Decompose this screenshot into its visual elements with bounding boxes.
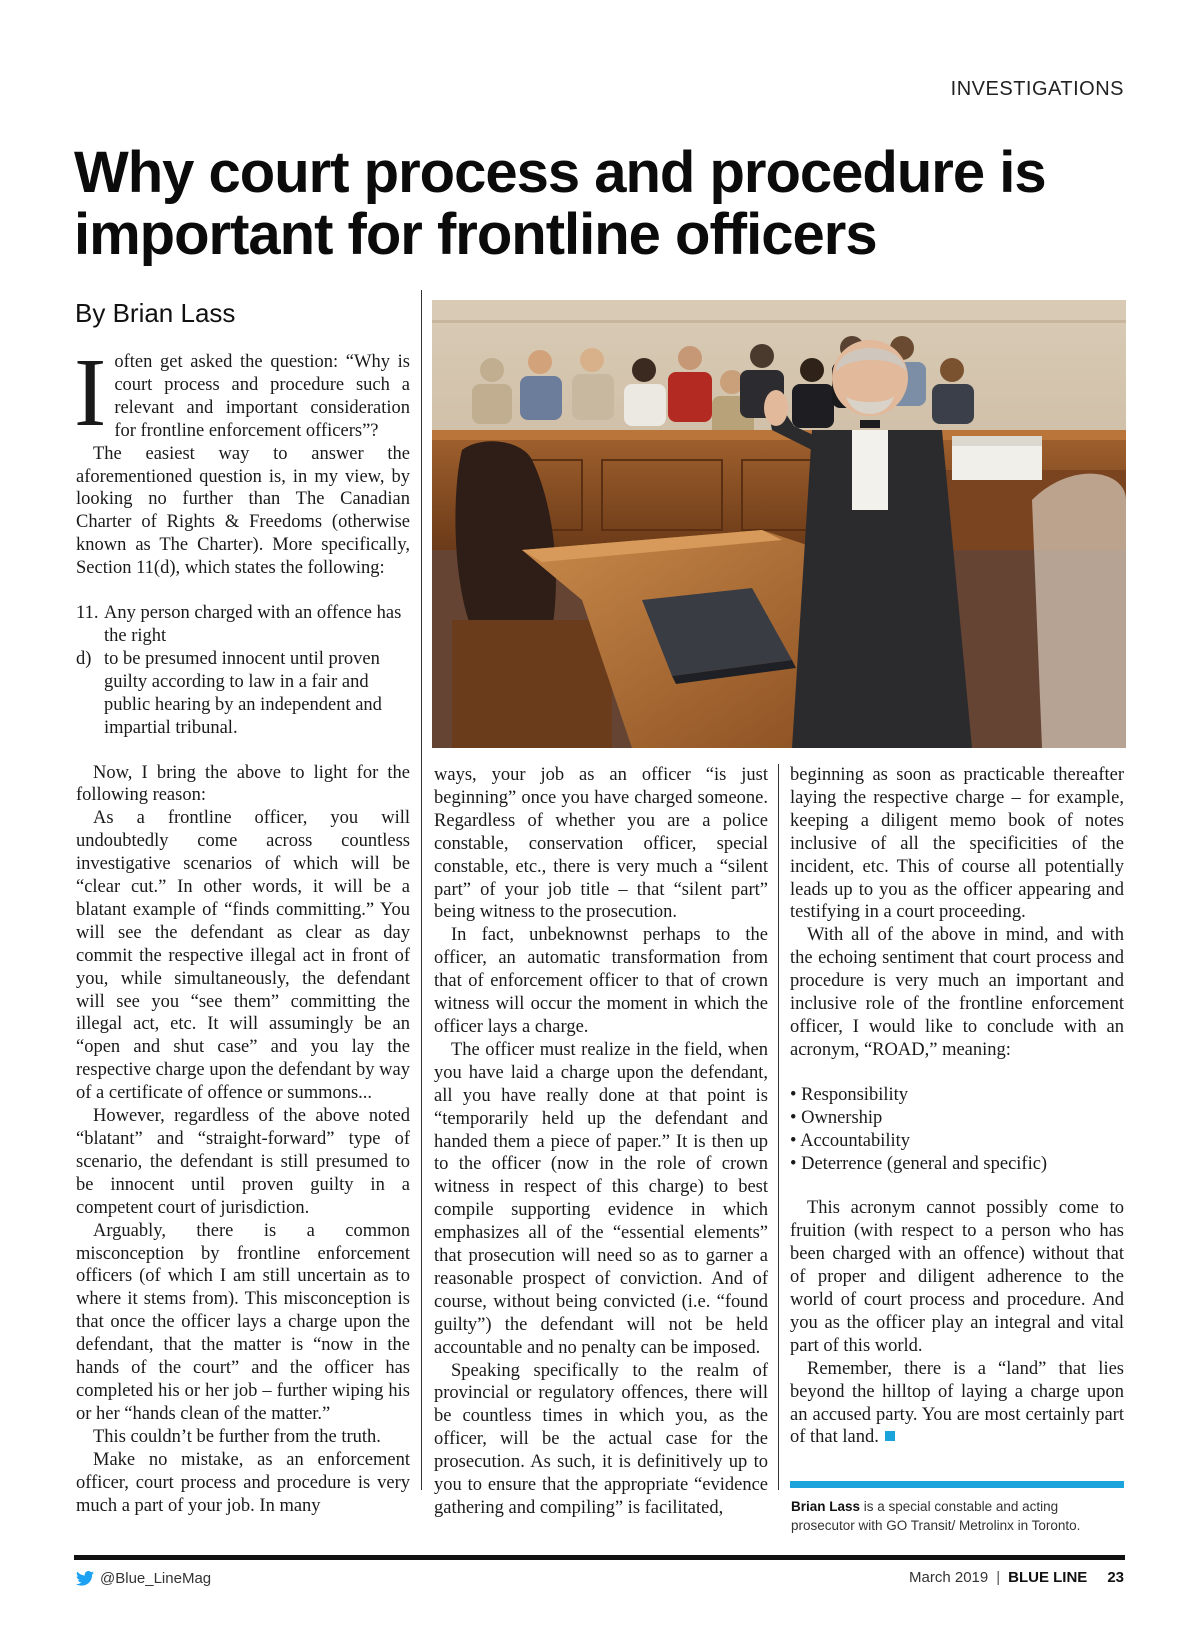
drop-cap: I [74, 339, 107, 446]
list-item: • Ownership [790, 1107, 883, 1128]
charter-marker: 11. [76, 603, 99, 624]
author-name: Brian Lass [791, 1499, 861, 1514]
column-divider [778, 764, 779, 1490]
charter-marker: d) [76, 648, 92, 669]
article-column-2 [434, 764, 768, 1520]
paragraph: In fact, unbeknownst perhaps to the officer, an automatic transformation from that of enforcement officer to that of crown witness will occur the moment in which the officer lays a charge. [434, 925, 768, 1037]
footer-folio [909, 1569, 1124, 1586]
paragraph: Speaking specifically to the realm of provincial or regulatory offences, there will be countless times in which you, as the officer, will be the actual case for the prosecution. As such, it is definitively up to you to ensure that the appropriate “evidence gathering and compiling” is facilitated, [434, 1360, 768, 1518]
paragraph-text: Remember, there is a “land” that lies beyond the hilltop of laying a charge upon an accused party. You are most certainly part of that land. [790, 1358, 1124, 1448]
footer-rule [74, 1555, 1125, 1560]
paragraph: The officer must realize in the field, when you have laid a charge upon the defendant, all you have really done at that point is “temporarily held up the defendant and handed them a piece of paper.” It is then up to the officer (now in the role of crown witness in respect of this charge) to best compile supporting evidence in which emphasizes all of the “essential elements” that prosecution will need so as to garner a reasonable prospect of conviction. And of course, without being convicted (i.e. “found guilty”) the defendant will not be held accountable and no penalty can be imposed. [434, 1039, 768, 1358]
paragraph-text: often get asked the question: “Why is court process and procedure such a relevant and important consideration for frontline enforcement officers”? [114, 352, 410, 441]
paragraph: Now, I bring the above to light for the following reason: [76, 762, 410, 806]
end-of-article-mark [885, 1431, 895, 1441]
paragraph: Make no mistake, as an enforcement officer, court process and procedure is very much a part of your job. In many [76, 1449, 410, 1516]
charter-text: Any person charged with an offence has the right [104, 603, 402, 646]
paragraph: beginning as soon as practicable thereafter laying the respective charge – for example, keeping a diligent memo book of notes inclusive of all the specificities of the incident, etc. This of course all potentially leads up to you as the officer appearing and testifying in a court proceeding. [790, 765, 1124, 923]
charter-item [76, 602, 410, 648]
twitter-bird-icon [76, 1571, 94, 1586]
paragraph: As a frontline officer, you will undoubtedly come across countless investigative scenarios of which will be “clear cut.” In other words, it will be a blatant example of “finds committing.” You will see the defendant as clear as day commit the respective illegal act in front of you, while simultaneously, the defendant will see you “see them” committing the illegal act, etc. It will assumingly be an “open and shut case” and you lay the respective charge upon the defendant by way of a certificate of offence or summons... [76, 808, 410, 1104]
issue-date: March 2019 [909, 1569, 989, 1586]
page-number: 23 [1107, 1569, 1124, 1586]
paragraph: This acronym cannot possibly come to fruition (with respect to a person who has been charged with an offence) without that of proper and diligent adherence to the world of court process and procedure. And you as the officer play an integral and vital part of this world. [790, 1198, 1124, 1356]
closing-paragraph [790, 1358, 1124, 1450]
paragraph: This couldn’t be further from the truth. [93, 1426, 381, 1447]
paragraph: ways, your job as an officer “is just beginning” once you have charged someone. Regardless of whether you are a police constable, conservation officer, special constable, etc., there is very much a “silent part” of your job title – that “silent part” being witness to the prosecution. [434, 765, 768, 923]
article-column-1 [74, 339, 410, 1517]
footer-social [76, 1570, 211, 1587]
road-acronym-list [790, 1084, 1124, 1176]
magazine-name: BLUE LINE [1008, 1569, 1088, 1586]
charter-item [76, 648, 410, 740]
list-item: • Accountability [790, 1130, 911, 1151]
list-item: • Responsibility [790, 1084, 909, 1105]
paragraph: Arguably, there is a common misconception by frontline enforcement officers (of which I am still uncertain as to where it stems from). This misconception is that once the officer lays a charge upon the defendant, that the matter is “now in the hands of the court” and the officer has completed his or her job – further wiping his or her “hands clean of the matter.” [76, 1220, 410, 1424]
charter-quote [76, 602, 410, 739]
article-headline: Why court process and procedure is important for frontline officers [74, 140, 1046, 267]
list-item: • Deterrence (general and specific) [790, 1153, 1048, 1174]
section-label: INVESTIGATIONS [950, 78, 1124, 100]
bio-text: is a special constable and acting prosecutor with GO Transit/ Metrolinx in Toronto. [791, 1499, 1081, 1533]
bio-accent-rule [790, 1481, 1124, 1488]
courtroom-illustration [432, 300, 1126, 748]
paragraph: However, regardless of the above noted “blatant” and “straight-forward” type of scenario, the defendant is still presumed to be innocent until proven guilty in a competent court of jurisdiction. [76, 1106, 410, 1218]
author-bio [791, 1497, 1125, 1535]
article-column-3 [790, 764, 1124, 1449]
column-divider [421, 290, 422, 1490]
paragraph: With all of the above in mind, and with the echoing sentiment that court process and procedure is very much an important and inclusive role of the frontline enforcement officer, I would like to conclude with an acronym, “ROAD,” meaning: [790, 925, 1124, 1060]
intro-paragraph [74, 339, 410, 446]
social-handle: @Blue_LineMag [100, 1570, 212, 1587]
byline: By Brian Lass [75, 298, 236, 328]
charter-text: to be presumed innocent until proven guilty according to law in a fair and public hearing by an independent and impartial tribunal. [104, 648, 382, 738]
paragraph: The easiest way to answer the aforementioned question is, in my view, by looking no further than The Canadian Charter of Rights & Freedoms (otherwise known as The Charter). More specifically, Section 11(d), which states the following: [76, 443, 410, 579]
folio-separator: | [996, 1569, 1001, 1586]
courtroom-photo [432, 300, 1126, 748]
